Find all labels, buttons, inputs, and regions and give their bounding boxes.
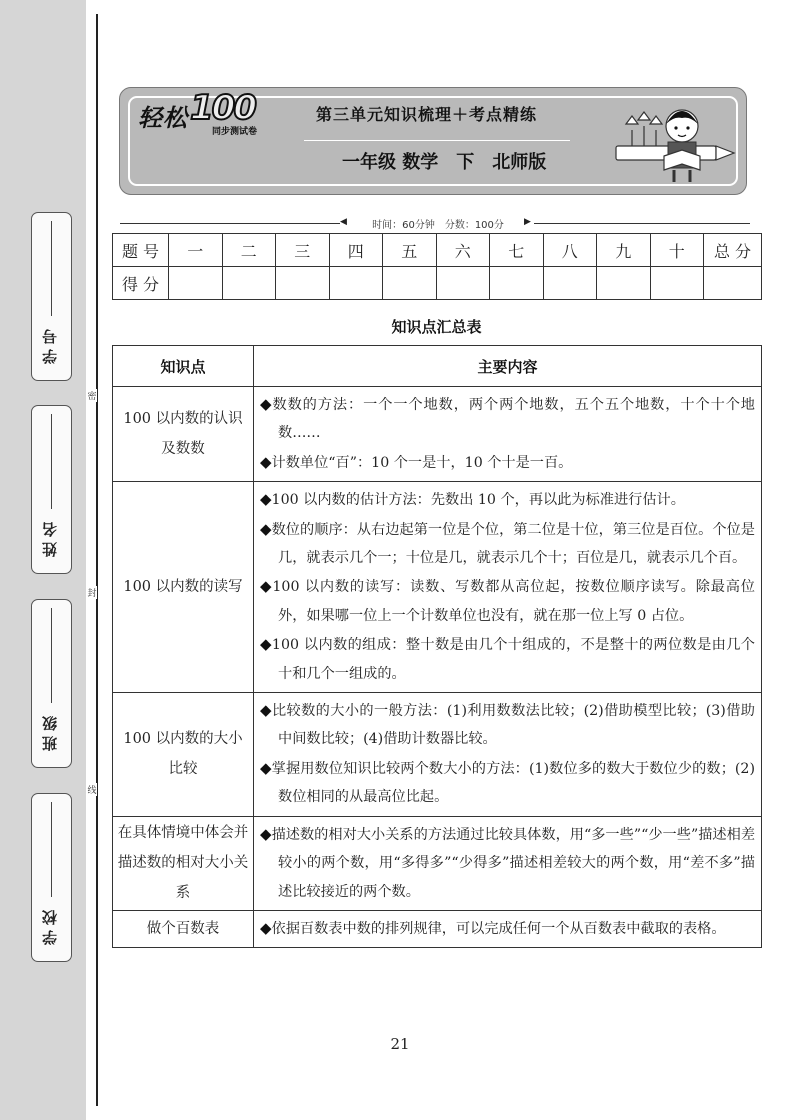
logo-number: 100: [190, 88, 255, 128]
knowledge-point: [260, 754, 755, 812]
info-rule-left: [120, 223, 340, 224]
student-id-box[interactable]: [31, 212, 72, 381]
knowledge-point-text: 比较数的大小的一般方法：(1)利用数数法比较；(2)借助模型比较；(3)借助中间数比较；(4)借助计数器比较。: [271, 703, 755, 748]
diamond-bullet-icon: ◆: [260, 490, 272, 509]
knowledge-point-text: 计数单位“百”：10 个一是十，10 个十是一百。: [271, 454, 573, 471]
score-header-cell: 四: [329, 234, 383, 267]
diamond-bullet-icon: ◆: [260, 824, 272, 843]
score-header-cell: 一: [169, 234, 223, 267]
knowledge-content: [254, 693, 762, 817]
score-header-cell: 九: [597, 234, 651, 267]
score-header-cell: 七: [490, 234, 544, 267]
score-header-cell: 总 分: [704, 234, 762, 267]
score-input-cell[interactable]: [650, 267, 704, 300]
knowledge-row: [113, 816, 762, 910]
knowledge-header-row: [113, 346, 762, 387]
school-label: 学 校: [41, 910, 59, 946]
knowledge-topic: 100 以内数的认识及数数: [113, 387, 254, 482]
student-id-label: 学 号: [41, 329, 59, 365]
logo-text: 轻松: [138, 104, 188, 132]
knowledge-point-text: 100 以内数的组成：整十数是由几个十组成的，不是整十的两位数是由几个十和几个一组成的。: [271, 637, 755, 682]
diamond-bullet-icon: ◆: [260, 452, 272, 471]
knowledge-point: [260, 572, 755, 630]
student-id-fill-line: [51, 221, 52, 316]
score-input-cell[interactable]: [222, 267, 276, 300]
knowledge-point-text: 描述数的相对大小关系的方法通过比较具体数，用“多一些”“少一些”描述相差较小的两个数，用“多得多”“少得多”描述相差较大的两个数，用“差不多”描述比较接近的两个数。: [271, 826, 756, 900]
diamond-bullet-icon: ◆: [260, 577, 273, 596]
diamond-bullet-icon: ◆: [260, 918, 272, 937]
logo-subtitle: 同步测试卷: [212, 127, 258, 137]
knowledge-topic: 100 以内数的读写: [113, 482, 254, 693]
knowledge-header-content: 主要内容: [254, 346, 762, 387]
score-total-cell[interactable]: [704, 267, 762, 300]
knowledge-point-text: 100 以内数的估计方法：先数出 10 个，再以此为标准进行估计。: [271, 492, 685, 509]
knowledge-point: [260, 485, 755, 514]
knowledge-point-text: 100 以内数的读写：读数、写数都从高位起，按数位顺序读写。除最高位外，如果哪一位上一个计数单位也没有，就在那一位上写 0 占位。: [272, 579, 755, 624]
header-banner: [119, 87, 747, 195]
unit-title: 第三单元知识梳理＋考点精练: [316, 105, 538, 124]
score-input-cell[interactable]: [276, 267, 330, 300]
student-name-fill-line: [51, 414, 52, 509]
binding-line: [96, 14, 98, 1106]
title-divider: [304, 140, 570, 141]
knowledge-content: [254, 482, 762, 693]
score-table-score-row: [113, 267, 762, 300]
page-number: 21: [390, 1035, 410, 1053]
knowledge-point: [260, 914, 755, 943]
class-label: 班 级: [41, 716, 59, 752]
knowledge-point-text: 依据百数表中数的排列规律，可以完成任何一个从百数表中截取的表格。: [271, 920, 726, 937]
knowledge-point-text: 数位的顺序：从右边起第一位是个位，第二位是十位，第三位是百位。个位是几，就表示几个一；十位是几，就表示几个十；百位是几，就表示几个百。: [271, 521, 755, 567]
exam-info: 时间：60分钟 分数：100分: [348, 216, 528, 231]
score-input-cell[interactable]: [329, 267, 383, 300]
diamond-bullet-icon: ◆: [260, 395, 273, 413]
score-input-cell[interactable]: [490, 267, 544, 300]
knowledge-content: [254, 910, 762, 947]
class-fill-line: [51, 608, 52, 703]
score-header-cell: 题 号: [113, 234, 169, 267]
knowledge-point-text: 掌握用数位知识比较两个数大小的方法：(1)数位多的数大于数位少的数；(2)数位相同的从最高位比起。: [271, 760, 755, 806]
score-input-cell[interactable]: [597, 267, 651, 300]
diamond-bullet-icon: ◆: [260, 758, 272, 777]
info-rule-right: [534, 223, 750, 224]
score-input-cell[interactable]: [436, 267, 490, 300]
score-input-cell[interactable]: [543, 267, 597, 300]
diamond-bullet-icon: ◆: [260, 635, 272, 654]
knowledge-content: [254, 816, 762, 910]
score-input-cell[interactable]: [383, 267, 437, 300]
knowledge-point: [260, 515, 755, 573]
knowledge-row: [113, 693, 762, 817]
score-header-cell: 六: [436, 234, 490, 267]
student-name-label: 姓 名: [41, 522, 59, 558]
score-header-cell: 八: [543, 234, 597, 267]
school-box[interactable]: [31, 793, 72, 962]
score-header-cell: 十: [650, 234, 704, 267]
knowledge-point: [260, 630, 755, 688]
knowledge-topic: 做个百数表: [113, 910, 254, 947]
grade-title: 一年级 数学 下 北师版: [342, 152, 547, 173]
diamond-bullet-icon: ◆: [260, 519, 272, 538]
knowledge-topic: 在具体情境中体会并描述数的相对大小关系: [113, 816, 254, 910]
score-table-header-row: [113, 234, 762, 267]
seal-mark-mi: 密: [87, 389, 97, 402]
score-table: [112, 233, 762, 300]
knowledge-table: [112, 345, 762, 948]
knowledge-row: [113, 910, 762, 947]
score-header-cell: 五: [383, 234, 437, 267]
seal-mark-feng: 封: [87, 586, 97, 599]
seal-mark-xian: 线: [87, 783, 97, 796]
knowledge-point-text: 数数的方法：一个一个地数，两个两个地数，五个五个地数，十个十个地数……: [272, 397, 755, 442]
section-title: 知识点汇总表: [391, 318, 482, 336]
score-input-cell[interactable]: [169, 267, 223, 300]
class-box[interactable]: [31, 599, 72, 768]
knowledge-point: [260, 696, 755, 754]
knowledge-point: [260, 448, 755, 477]
knowledge-header-topic: 知识点: [113, 346, 254, 387]
knowledge-topic: 100 以内数的大小比较: [113, 693, 254, 817]
reading-boy-icon: [610, 90, 740, 186]
score-header-cell: 二: [222, 234, 276, 267]
knowledge-point: [260, 820, 755, 906]
knowledge-row: [113, 387, 762, 482]
knowledge-point: [260, 390, 755, 448]
diamond-bullet-icon: ◆: [260, 701, 272, 720]
arrow-right-icon: ▶: [524, 217, 531, 227]
school-fill-line: [51, 802, 52, 897]
student-name-box[interactable]: [31, 405, 72, 574]
arrow-left-icon: ◀: [340, 217, 347, 227]
knowledge-row: [113, 482, 762, 693]
score-row-label: 得 分: [113, 267, 169, 300]
exam-info-line: [120, 217, 750, 231]
knowledge-content: [254, 387, 762, 482]
score-header-cell: 三: [276, 234, 330, 267]
